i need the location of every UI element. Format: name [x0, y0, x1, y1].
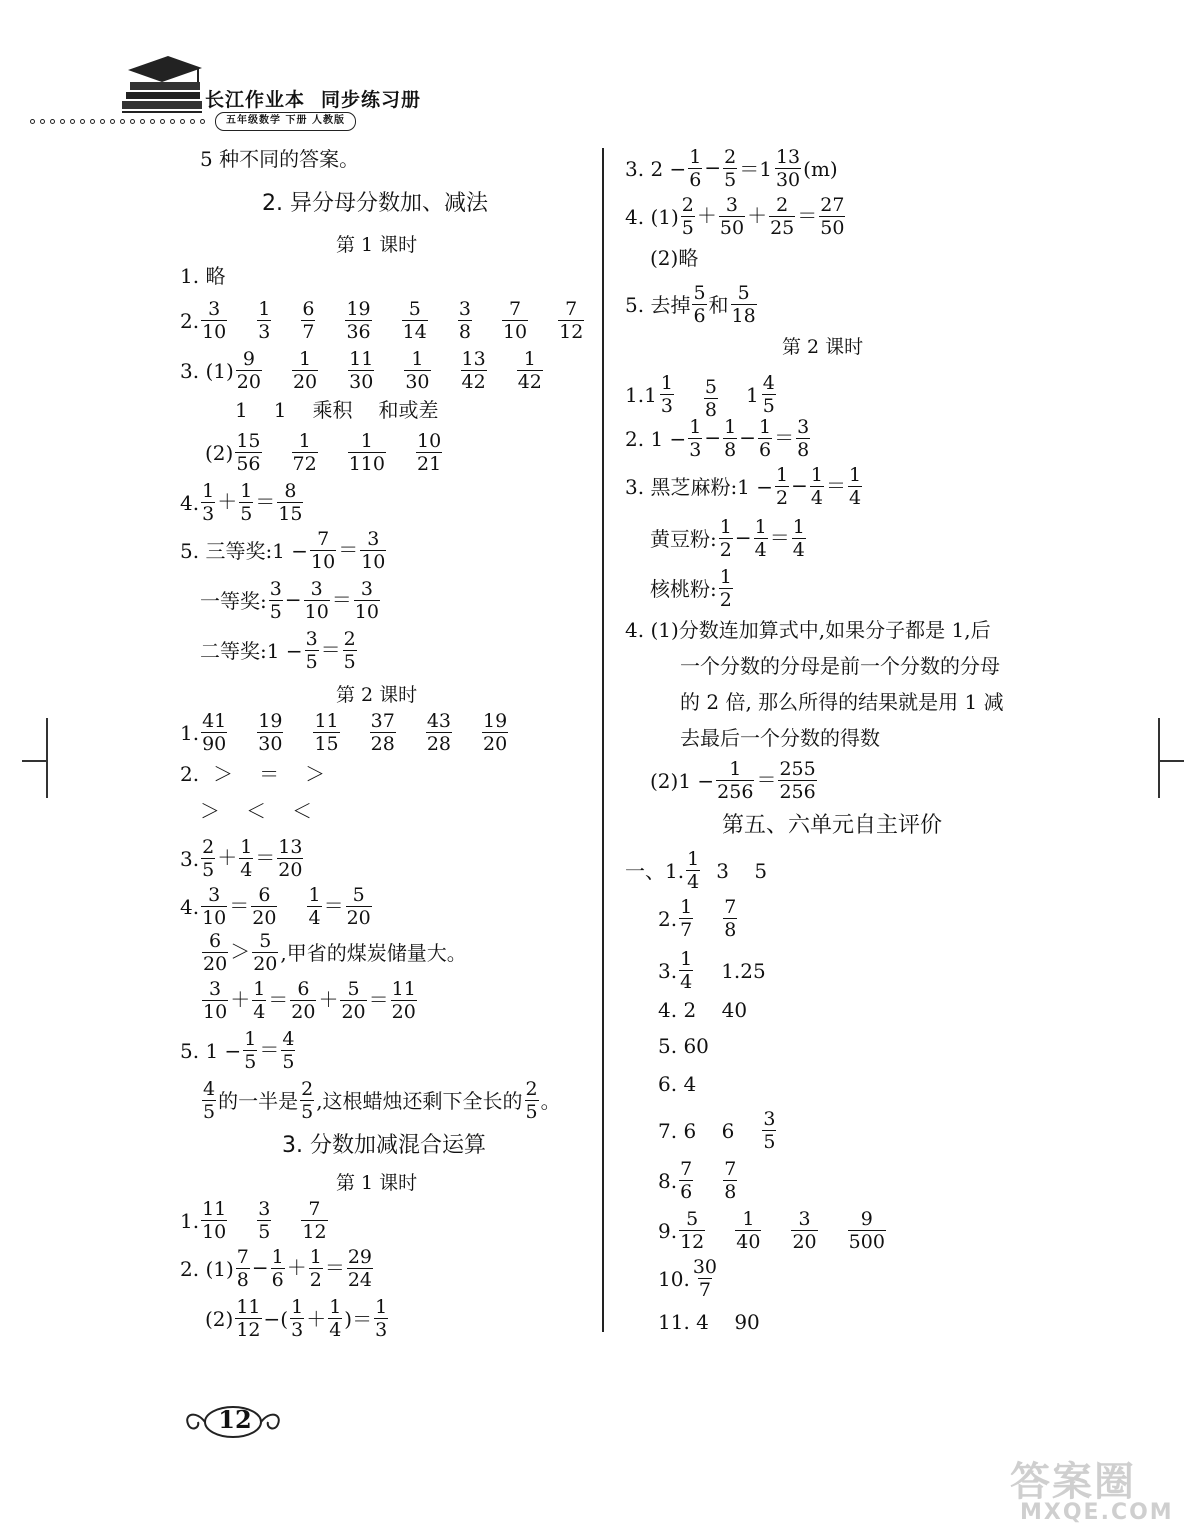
fraction: $\frac{2}{5}$: [202, 836, 215, 881]
right-l2q1: 1. 1 $\frac{1}{3}$ $\frac{5}{8}$ 1 $\frac{4}{5}$: [625, 370, 778, 420]
operator: ＝: [797, 203, 818, 228]
fraction: $\frac{1}{40}$: [736, 1208, 761, 1253]
operator: −: [284, 587, 302, 612]
fraction: $\frac{1}{6}$: [271, 1246, 284, 1291]
fraction: $\frac{37}{28}$: [370, 710, 395, 755]
fraction: $\frac{7}{8}$: [236, 1246, 249, 1291]
left-s3q2b: (2) $\frac{11}{12}$ −( $\frac{1}{3}$ ＋ $\frac{1}{4}$ )＝ $\frac{1}{3}$: [205, 1296, 388, 1341]
fraction: $\frac{3}{10}$: [304, 578, 329, 623]
fraction: $\frac{1}{256}$: [717, 758, 754, 803]
operator: −: [251, 1255, 269, 1280]
fraction: $\frac{7}{12}$: [559, 298, 584, 343]
operator: ＞: [230, 939, 251, 964]
crop-mark-left-h: [22, 760, 48, 762]
fraction: $\frac{3}{10}$: [202, 298, 227, 343]
fraction: $\frac{2}{5}$: [681, 194, 694, 239]
left-s3q1: 1. $\frac{11}{10}$ $\frac{3}{5}$ $\frac{7}{12}$: [180, 1198, 327, 1243]
intro-line: 5 种不同的答案。: [200, 147, 360, 171]
grade-banner: 五年级数学 下册 人教版: [215, 112, 356, 131]
fraction: $\frac{1}{4}$: [848, 464, 862, 509]
left-l2q2-row2: ＞ ＜ ＜: [200, 799, 312, 823]
right-l2q2: 2. 1 − $\frac{1}{3}$ − $\frac{1}{8}$ − $\frac{1}{6}$ ＝ $\frac{3}{8}$: [625, 416, 810, 461]
fraction: $\frac{43}{28}$: [426, 710, 452, 755]
fraction: $\frac{5}{18}$: [731, 282, 756, 327]
lesson2-heading: 第 2 课时: [336, 684, 418, 706]
fraction: $\frac{11}{30}$: [349, 348, 374, 393]
operator: −: [791, 473, 808, 498]
fraction: $\frac{1}{4}$: [240, 836, 253, 881]
operator: ＝: [323, 893, 344, 918]
eval-4: 4. 2 40: [658, 998, 748, 1022]
fraction: $\frac{6}{20}$: [291, 978, 316, 1023]
fraction: $\frac{3}{10}$: [354, 578, 379, 623]
fraction: $\frac{11}{10}$: [202, 1198, 227, 1243]
header-dot-rule: [30, 116, 220, 126]
operator: −: [734, 525, 752, 550]
fraction: $\frac{5}{20}$: [253, 930, 278, 975]
right-l2q3a: 3. 黑芝麻粉:1 − $\frac{1}{2}$ − $\frac{1}{4}$ ＝ $\frac{1}{4}$: [625, 464, 862, 509]
right-l2q4-line2: 一个分数的分母是前一个分数的分母: [680, 654, 1000, 678]
eval-2: 2. $\frac{1}{7}$ $\frac{7}{8}$: [658, 896, 737, 941]
right-l2q4-line3: 的 2 倍, 那么所得的结果就是用 1 减: [680, 690, 1004, 714]
operator: ＋: [286, 1255, 307, 1280]
fraction: $\frac{29}{24}$: [347, 1246, 373, 1291]
left-l2q4a: 4. $\frac{3}{10}$ ＝ $\frac{6}{20}$ $\frac{1}{4}$ ＝ $\frac{5}{20}$: [180, 884, 371, 929]
fraction: $\frac{1}{4}$: [754, 516, 767, 561]
fraction: $\frac{1}{4}$: [680, 948, 693, 993]
fraction: $\frac{3}{5}$: [258, 1198, 271, 1243]
left-l2q1: 1. $\frac{41}{90}$ $\frac{19}{30}$ $\frac{11}{15}$ $\frac{37}{28}$ $\frac{43}{28}$ $\frac{19}{20}$: [180, 710, 508, 755]
operator: ＝: [825, 473, 846, 498]
crop-mark-right-h: [1158, 760, 1184, 762]
right-l2q4b: (2)1 − $\frac{1}{256}$ ＝ $\frac{255}{256}$: [650, 758, 816, 803]
fraction: $\frac{1}{4}$: [810, 464, 823, 509]
operator: ＝: [259, 1037, 280, 1062]
fraction: $\frac{11}{20}$: [391, 978, 416, 1023]
fraction: $\frac{1}{5}$: [244, 1028, 257, 1073]
fraction: $\frac{6}{20}$: [203, 930, 228, 975]
fraction: $\frac{7}{6}$: [680, 1158, 693, 1203]
operator: −: [704, 155, 722, 180]
left-q3-words: 1 1 乘积 和或差: [235, 398, 439, 422]
left-q2: 2. $\frac{3}{10}$ $\frac{1}{3}$ $\frac{6}{7}$ $\frac{19}{36}$ $\frac{5}{14}$ $\frac{3}{8}$ $\frac{7}{10}$ $\frac{7}{12}$: [180, 298, 584, 343]
page-number: 12: [218, 1405, 252, 1434]
fraction: $\frac{1}{6}$: [689, 146, 702, 191]
operator: ＝: [255, 489, 276, 514]
operator: ＝: [774, 425, 795, 450]
eval-title: 第五、六单元自主评价: [722, 813, 943, 838]
fraction: $\frac{1}{2}$: [309, 1246, 322, 1291]
fraction: $\frac{1}{20}$: [292, 348, 318, 393]
right-q4a: 4. (1) $\frac{2}{5}$ ＋ $\frac{3}{50}$ ＋ $\frac{2}{25}$ ＝ $\frac{27}{50}$: [625, 194, 845, 239]
fraction: $\frac{1}{6}$: [759, 416, 772, 461]
left-q5-second: 二等奖:1 − $\frac{3}{5}$ ＝ $\frac{2}{5}$: [200, 628, 356, 673]
fraction: $\frac{1}{3}$: [258, 298, 271, 343]
mixed-number: 1 $\frac{13}{30}$: [759, 146, 801, 191]
crop-mark-left: [46, 718, 48, 798]
eval-5: 5. 60: [658, 1034, 709, 1058]
fraction: $\frac{6}{20}$: [252, 884, 277, 929]
fraction: $\frac{19}{36}$: [346, 298, 371, 343]
fraction: $\frac{1}{110}$: [348, 430, 385, 475]
left-q1: 1. 略: [180, 264, 226, 288]
fraction: $\frac{2}{5}$: [525, 1078, 538, 1123]
fraction: $\frac{1}{5}$: [240, 480, 253, 525]
fraction: $\frac{255}{256}$: [779, 758, 816, 803]
fraction: $\frac{1}{4}$: [687, 848, 700, 893]
fraction: $\frac{3}{8}$: [797, 416, 810, 461]
fraction: $\frac{7}{10}$: [502, 298, 528, 343]
eval-6: 6. 4: [658, 1072, 697, 1096]
right-l2q4-line1: 4. (1)分数连加算式中,如果分子都是 1,后: [625, 618, 991, 642]
fraction: $\frac{1}{3}$: [375, 1296, 388, 1341]
mixed-number: [702, 378, 720, 420]
header-title: [205, 85, 437, 112]
fraction: $\frac{2}{5}$: [724, 146, 737, 191]
fraction: $\frac{27}{50}$: [820, 194, 845, 239]
fraction: $\frac{13}{42}$: [461, 348, 486, 393]
fraction: $\frac{1}{8}$: [724, 416, 737, 461]
fraction: $\frac{1}{4}$: [253, 978, 266, 1023]
section2-title: 2. 异分母分数加、减法: [262, 191, 488, 216]
fraction: $\frac{1}{4}$: [329, 1296, 342, 1341]
fraction: $\frac{1}{4}$: [792, 516, 805, 561]
fraction: $\frac{4}{5}$: [282, 1028, 295, 1073]
fraction: $\frac{4}{5}$: [762, 372, 775, 417]
fraction: $\frac{2}{5}$: [301, 1078, 314, 1123]
fraction: $\frac{19}{20}$: [483, 710, 508, 755]
fraction: $\frac{4}{5}$: [203, 1078, 216, 1123]
fraction: $\frac{3}{10}$: [203, 978, 228, 1023]
fraction: $\frac{7}{10}$: [311, 528, 336, 573]
operator: ＝: [268, 987, 289, 1012]
section3-title: 3. 分数加减混合运算: [282, 1133, 486, 1158]
fraction: $\frac{1}{4}$: [308, 884, 321, 929]
fraction: $\frac{13}{30}$: [775, 146, 801, 191]
fraction: $\frac{3}{5}$: [269, 578, 282, 623]
left-l2q4c: [200, 980, 419, 1022]
fraction: $\frac{1}{30}$: [405, 348, 430, 393]
books-logo-icon: [118, 52, 204, 122]
mixed-number: 1 $\frac{4}{5}$: [746, 372, 775, 417]
left-l2q3: 3. $\frac{2}{5}$ ＋ $\frac{1}{4}$ ＝ $\frac{13}{20}$: [180, 836, 303, 881]
fraction: $\frac{11}{12}$: [236, 1296, 261, 1341]
fraction: $\frac{1}{2}$: [719, 566, 732, 611]
lesson1b-heading: 第 1 课时: [336, 1172, 418, 1194]
fraction: $\frac{1}{7}$: [680, 896, 693, 941]
left-l2q5b: $\frac{4}{5}$ 的一半是 $\frac{2}{5}$ ,这根蜡烛还剩下全长的 $\frac{2}{5}$ 。: [203, 1078, 561, 1123]
fraction: $\frac{1}{72}$: [292, 430, 317, 475]
operator: ＋: [230, 987, 251, 1012]
operator: ＝: [769, 525, 790, 550]
operator: ＋: [217, 845, 238, 870]
eval-11: 11. 4 90: [658, 1310, 760, 1334]
right-l2q3b: 黄豆粉: $\frac{1}{2}$ − $\frac{1}{4}$ ＝ $\frac{1}{4}$: [650, 516, 805, 561]
fraction: $\frac{1}{3}$: [291, 1296, 304, 1341]
left-q4: 4. $\frac{1}{3}$ ＋ $\frac{1}{5}$ ＝ $\frac{8}{15}$: [180, 480, 303, 525]
operator: ＝: [324, 1255, 345, 1280]
eval-3: 3. $\frac{1}{4}$ 1.25: [658, 948, 766, 993]
left-q3b: (2) $\frac{15}{56}$ $\frac{1}{72}$ $\frac{1}{110}$ $\frac{10}{21}$: [205, 430, 442, 475]
fraction: $\frac{3}{10}$: [202, 884, 227, 929]
eval-7: 7. 6 6 $\frac{3}{5}$: [658, 1108, 776, 1153]
operator: −: [739, 425, 756, 450]
header-title-b: 同步练习册: [321, 89, 422, 111]
operator: ＝: [331, 587, 352, 612]
fraction: $\frac{2}{25}$: [770, 194, 795, 239]
crop-mark-right: [1158, 718, 1160, 798]
fraction: $\frac{5}{12}$: [680, 1208, 705, 1253]
operator: ＝: [229, 893, 250, 918]
right-l2q3c: 核桃粉: $\frac{1}{2}$: [650, 566, 732, 611]
fraction: $\frac{1}{3}$: [202, 480, 215, 525]
operator: ＋: [747, 203, 768, 228]
operator: ＋: [696, 203, 717, 228]
fraction: $\frac{3}{20}$: [792, 1208, 817, 1253]
fraction: $\frac{1}{2}$: [776, 464, 789, 509]
fraction: $\frac{2}{5}$: [343, 628, 356, 673]
fraction: $\frac{30}{7}$: [692, 1256, 717, 1301]
fraction: $\frac{5}{20}$: [341, 978, 366, 1023]
operator: ＝: [320, 637, 341, 662]
left-l2q2-row1: 2. ＞ ＝ ＞: [180, 762, 326, 786]
fraction: $\frac{3}{5}$: [305, 628, 318, 673]
left-q5-first: 一等奖: $\frac{3}{5}$ − $\frac{3}{10}$ ＝ $\frac{3}{10}$: [200, 578, 379, 623]
fraction: $\frac{11}{15}$: [314, 710, 339, 755]
eval-8: 8. $\frac{7}{6}$ $\frac{7}{8}$: [658, 1158, 737, 1203]
fraction: $\frac{6}{7}$: [302, 298, 315, 343]
fraction: $\frac{5}{8}$: [704, 376, 718, 421]
fraction: $\frac{9}{20}$: [236, 348, 261, 393]
fraction: $\frac{1}{2}$: [719, 516, 732, 561]
operator: ＝: [368, 987, 389, 1012]
fraction: $\frac{5}{20}$: [346, 884, 371, 929]
right-q4b: (2)略: [650, 246, 699, 270]
fraction: $\frac{3}{5}$: [763, 1108, 776, 1153]
fraction: $\frac{5}{6}$: [693, 282, 706, 327]
fraction: $\frac{7}{8}$: [724, 1158, 737, 1203]
operator: ＝: [255, 845, 276, 870]
fraction: $\frac{3}{10}$: [361, 528, 386, 573]
fraction: $\frac{7}{8}$: [724, 896, 737, 941]
fraction: $\frac{5}{14}$: [402, 298, 427, 343]
eval-1: 一、1. $\frac{1}{4}$ 3 5: [625, 848, 768, 893]
fraction: $\frac{3}{8}$: [458, 298, 471, 343]
header-title-a: 长江作业本: [205, 89, 306, 111]
right-q3: 3. 2 − $\frac{1}{6}$ − $\frac{2}{5}$ ＝ 1 $\frac{13}{30}$ (m): [625, 146, 838, 191]
lesson1-heading: 第 1 课时: [336, 234, 418, 256]
eval-9: 9. $\frac{5}{12}$ $\frac{1}{40}$ $\frac{3}{20}$ $\frac{9}{500}$: [658, 1208, 885, 1253]
mixed-number: 1 $\frac{1}{3}$: [644, 372, 673, 417]
fraction: $\frac{1}{42}$: [517, 348, 542, 393]
right-lesson2-heading: 第 2 课时: [782, 336, 864, 358]
fraction: $\frac{7}{12}$: [302, 1198, 327, 1243]
fraction: $\frac{41}{90}$: [202, 710, 227, 755]
left-s3q2a: 2. (1) $\frac{7}{8}$ − $\frac{1}{6}$ ＋ $\frac{1}{2}$ ＝ $\frac{29}{24}$: [180, 1246, 373, 1291]
fraction: $\frac{1}{3}$: [660, 372, 673, 417]
operator: −: [704, 425, 722, 450]
left-l2q5a: 5. 1 − $\frac{1}{5}$ ＝ $\frac{4}{5}$: [180, 1028, 295, 1073]
fraction: $\frac{19}{30}$: [258, 710, 283, 755]
fraction: $\frac{13}{20}$: [278, 836, 303, 881]
fraction: $\frac{10}{21}$: [416, 430, 442, 475]
fraction: $\frac{8}{15}$: [278, 480, 303, 525]
right-q5: 5. 去掉 $\frac{5}{6}$ 和 $\frac{5}{18}$: [625, 282, 756, 327]
operator: ＋: [318, 987, 339, 1012]
operator: ＋: [217, 489, 238, 514]
fraction: $\frac{1}{3}$: [689, 416, 702, 461]
fraction: $\frac{3}{50}$: [719, 194, 745, 239]
left-l2q4b: $\frac{6}{20}$ ＞ $\frac{5}{20}$ ,甲省的煤炭储量大。: [203, 930, 467, 975]
operator: ＝: [338, 537, 359, 562]
watermark-bottom: MXQE.COM: [1020, 1500, 1174, 1525]
eval-10: 10. $\frac{30}{7}$: [658, 1256, 717, 1301]
fraction: $\frac{15}{56}$: [236, 430, 261, 475]
left-q3a: 3. (1) $\frac{9}{20}$ $\frac{1}{20}$ $\frac{11}{30}$ $\frac{1}{30}$ $\frac{13}{42}$ $\frac{1}{42}$: [180, 348, 542, 393]
watermark: [1010, 1450, 1190, 1530]
watermark-top: 答案圈: [1010, 1459, 1136, 1505]
left-q5-third: 5. 三等奖:1 − $\frac{7}{10}$ ＝ $\frac{3}{10}$: [180, 528, 386, 573]
operator: ＝: [756, 767, 777, 792]
right-l2q4-line4: 去最后一个分数的得数: [680, 726, 880, 750]
fraction: $\frac{9}{500}$: [848, 1208, 885, 1253]
column-divider: [602, 148, 604, 1332]
